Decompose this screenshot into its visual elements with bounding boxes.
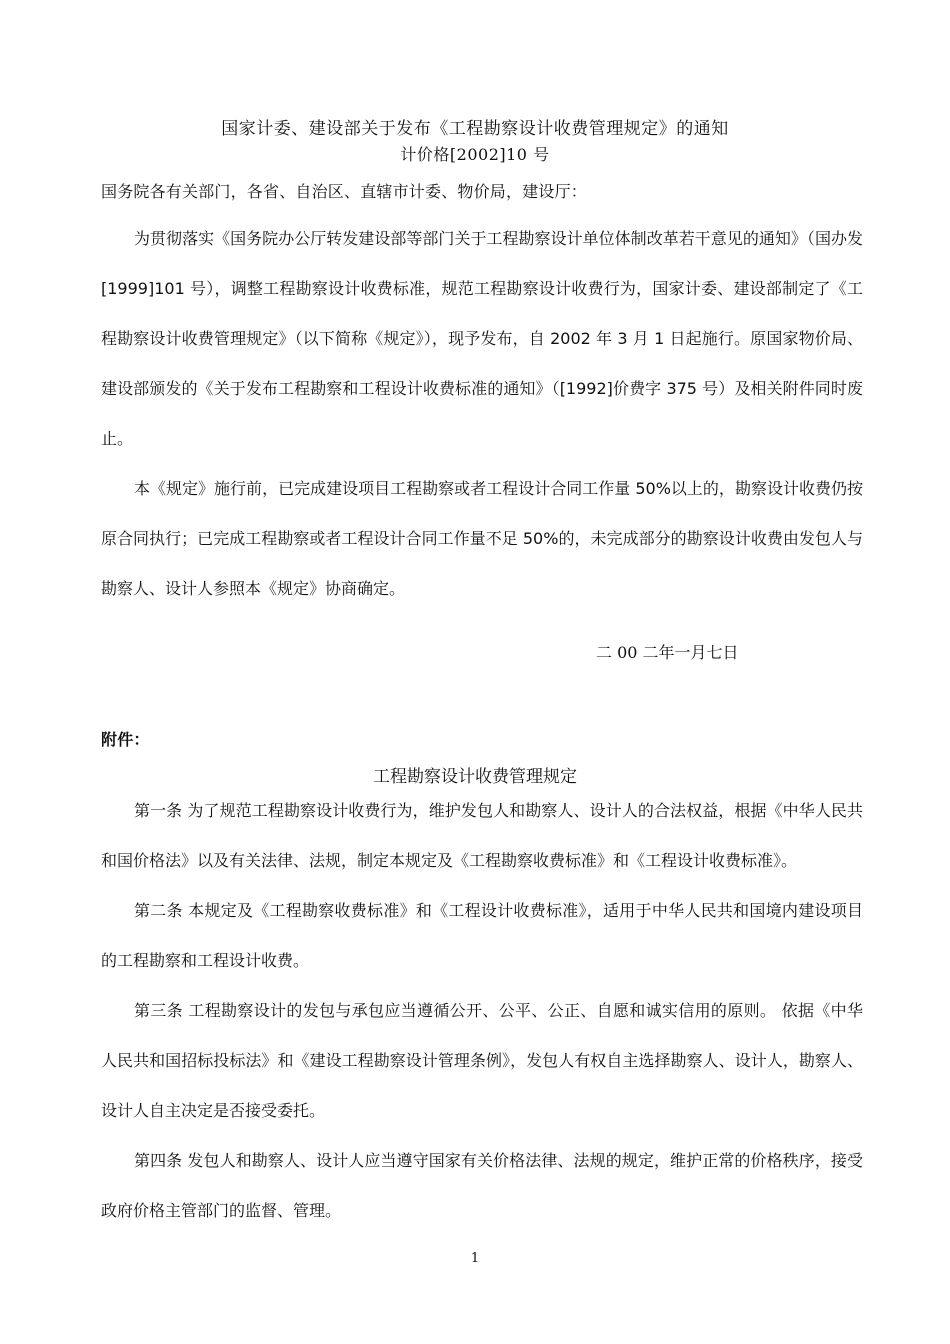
article-1: 第一条 为了规范工程勘察设计收费行为，维护发包人和勘察人、设计人的合法权益，根据《中华人民共和国价格法》以及有关法律、法规，制定本规定及《工程勘察收费标准》和《工程设计收费标准》。 [101, 801, 863, 870]
paragraph-2: 本《规定》施行前，已完成建设项目工程勘察或者工程设计合同工作量 50%以上的，勘察设计收费仍按原合同执行；已完成工程勘察或者工程设计合同工作量不足 50%的，未完成部分的勘察设计收费由发包人与勘察人、设计人参照本《规定》协商确定。 [101, 479, 863, 598]
article-4: 第四条 发包人和勘察人、设计人应当遵守国家有关价格法律、法规的规定，维护正常的价格秩序，接受政府价格主管部门的监督、管理。 [101, 1151, 863, 1220]
article-3: 第三条 工程勘察设计的发包与承包应当遵循公开、公平、公正、自愿和诚实信用的原则。 依据《中华人民共和国招标投标法》和《建设工程勘察设计管理条例》，发包人有权自主选择勘察人、设计人，勘察人、设计人自主决定是否接受委托。 [101, 1001, 863, 1120]
paragraph-1: 为贯彻落实《国务院办公厅转发建设部等部门关于工程勘察设计单位体制改革若干意见的通知》（国办发[1999]101 号），调整工程勘察设计收费标准，规范工程勘察设计收费行为，国家计委、建设部制定了《工程勘察设计收费管理规定》（以下简称《规定》），现予发布，自 2002 年 3 月 1 日起施行。原国家物价局、建设部颁发的《关于发布工程勘察和工程设计收费标准的通知》（[1992]价费字 375 号）及相关附件同时废止。 [101, 229, 863, 448]
attachment-label: 附件： [101, 730, 150, 749]
regulation-title: 工程勘察设计收费管理规定 [373, 767, 577, 787]
addressee: 国务院各有关部门，各省、自治区、直辖市计委、物价局，建设厅： [101, 182, 588, 201]
issue-date: 二 00 二年一月七日 [596, 643, 739, 662]
document-title: 国家计委、建设部关于发布《工程勘察设计收费管理规定》的通知 [221, 119, 729, 139]
document-number: 计价格[2002]10 号 [400, 145, 550, 164]
article-2: 第二条 本规定及《工程勘察收费标准》和《工程设计收费标准》，适用于中华人民共和国境内建设项目的工程勘察和工程设计收费。 [101, 901, 863, 970]
page-number: 1 [470, 1251, 480, 1266]
